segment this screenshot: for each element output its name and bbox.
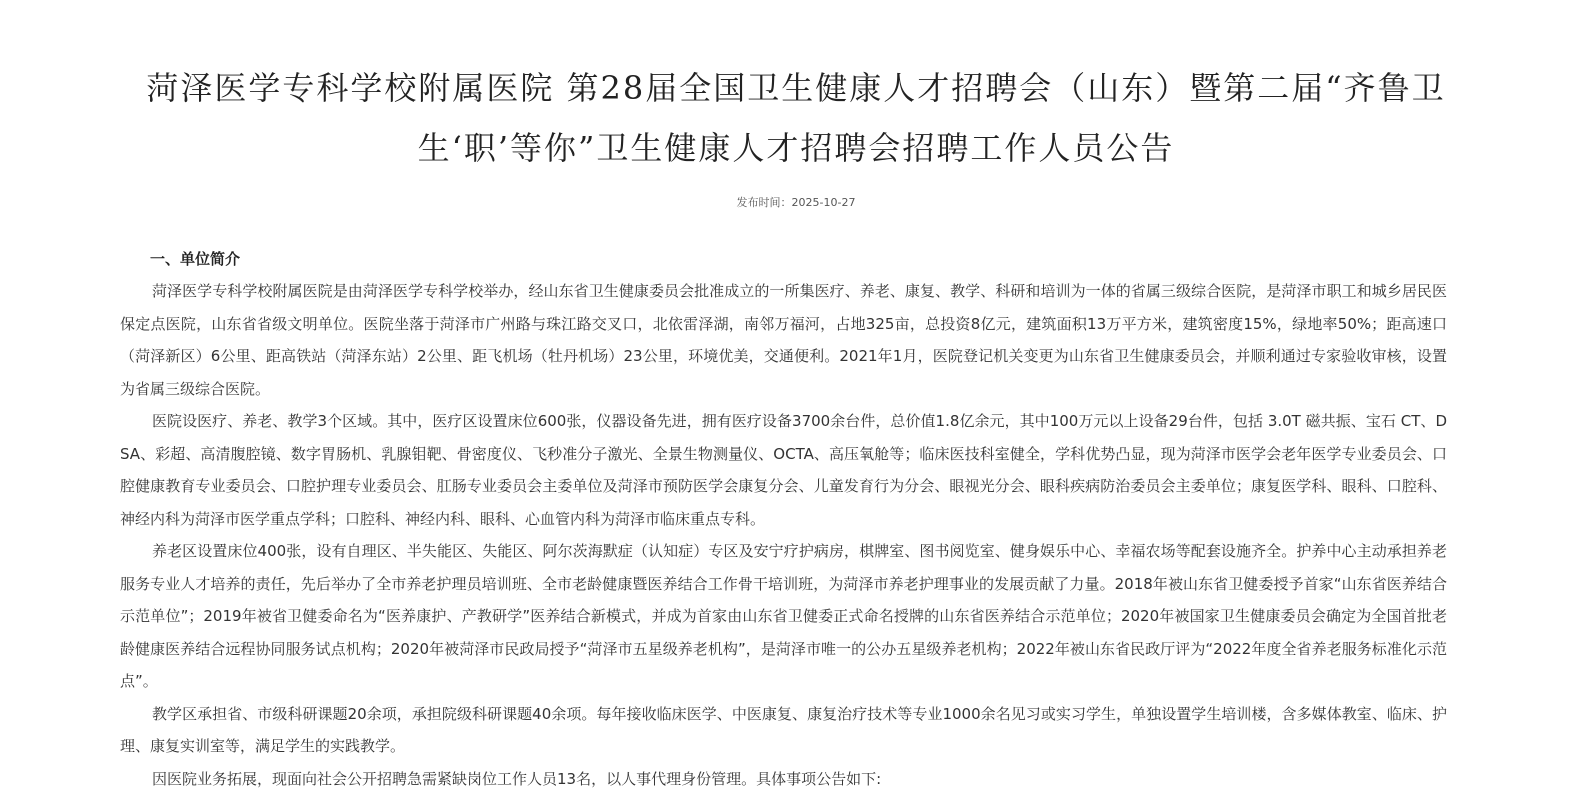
- publish-date: 2025-10-27: [791, 196, 856, 209]
- page-title: 菏泽医学专科学校附属医院 第28届全国卫生健康人才招聘会（山东）暨第二届“齐鲁卫生‘职’等你”卫生健康人才招聘会招聘工作人员公告: [146, 69, 1446, 167]
- publish-label: 发布时间：: [736, 196, 792, 209]
- article-body: [120, 243, 1447, 795]
- publish-info: [0, 194, 1592, 212]
- paragraph-medical-area: 医院设医疗、养老、教学3个区域。其中，医疗区设置床位600张，仪器设备先进，拥有医疗设备3700余台件，总价值1.8亿余元，其中100万元以上设备29台件，包括 3.0T 磁共振、宝石 CT、DSA、彩超、高清腹腔镜、数字胃肠机、乳腺钼靶、骨密度仪、飞秒准分子激光、全景生物测量仪、OCTA、高压氧舱等；临床医技科室健全，学科优势凸显，现为菏泽市医学会老年医学专业委员会、口腔健康教育专业委员会、口腔护理专业委员会、肛肠专业委员会主委单位及菏泽市预防医学会康复分会、儿童发育行为分会、眼视光分会、眼科疾病防治委员会主委单位；康复医学科、眼科、口腔科、神经内科为菏泽市医学重点学科；口腔科、神经内科、眼科、心血管内科为菏泽市临床重点专科。: [120, 412, 1447, 528]
- paragraph-elderly-care-area: 养老区设置床位400张，设有自理区、半失能区、失能区、阿尔茨海默症（认知症）专区及安宁疗护病房，棋牌室、图书阅览室、健身娱乐中心、幸福农场等配套设施齐全。护养中心主动承担养老服务专业人才培养的责任，先后举办了全市养老护理员培训班、全市老龄健康暨医养结合工作骨干培训班，为菏泽市养老护理事业的发展贡献了力量。2018年被山东省卫健委授予首家“山东省医养结合示范单位”；2019年被省卫健委命名为“医养康护、产教研学”医养结合新模式，并成为首家由山东省卫健委正式命名授牌的山东省医养结合示范单位；2020年被国家卫生健康委员会确定为全国首批老龄健康医养结合远程协同服务试点机构；2020年被菏泽市民政局授予“菏泽市五星级养老机构”，是菏泽市唯一的公办五星级养老机构；2022年被山东省民政厅评为“2022年度全省养老服务标准化示范点”。: [120, 542, 1447, 690]
- paragraph-recruitment-notice: 因医院业务拓展，现面向社会公开招聘急需紧缺岗位工作人员13名，以人事代理身份管理。具体事项公告如下:: [152, 769, 882, 788]
- paragraph-hospital-intro: 菏泽医学专科学校附属医院是由菏泽医学专科学校举办，经山东省卫生健康委员会批准成立的一所集医疗、养老、康复、教学、科研和培训为一体的省属三级综合医院，是菏泽市职工和城乡居民医保定点医院，山东省省级文明单位。医院坐落于菏泽市广州路与珠江路交叉口，北依雷泽湖，南邻万福河，占地325亩，总投资8亿元，建筑面积13万平方米，建筑密度15%，绿地率50%；距高速口（菏泽新区）6公里、距高铁站（菏泽东站）2公里、距飞机场（牡丹机场）23公里，环境优美，交通便利。2021年1月，医院登记机关变更为山东省卫生健康委员会，并顺利通过专家验收审核，设置为省属三级综合医院。: [120, 282, 1447, 398]
- paragraph-teaching-area: 教学区承担省、市级科研课题20余项，承担院级科研课题40余项。每年接收临床医学、中医康复、康复治疗技术等专业1000余名见习或实习学生，单独设置学生培训楼，含多媒体教室、临床、护理、康复实训室等，满足学生的实践教学。: [120, 704, 1447, 755]
- section-heading: 一、单位简介: [150, 250, 241, 268]
